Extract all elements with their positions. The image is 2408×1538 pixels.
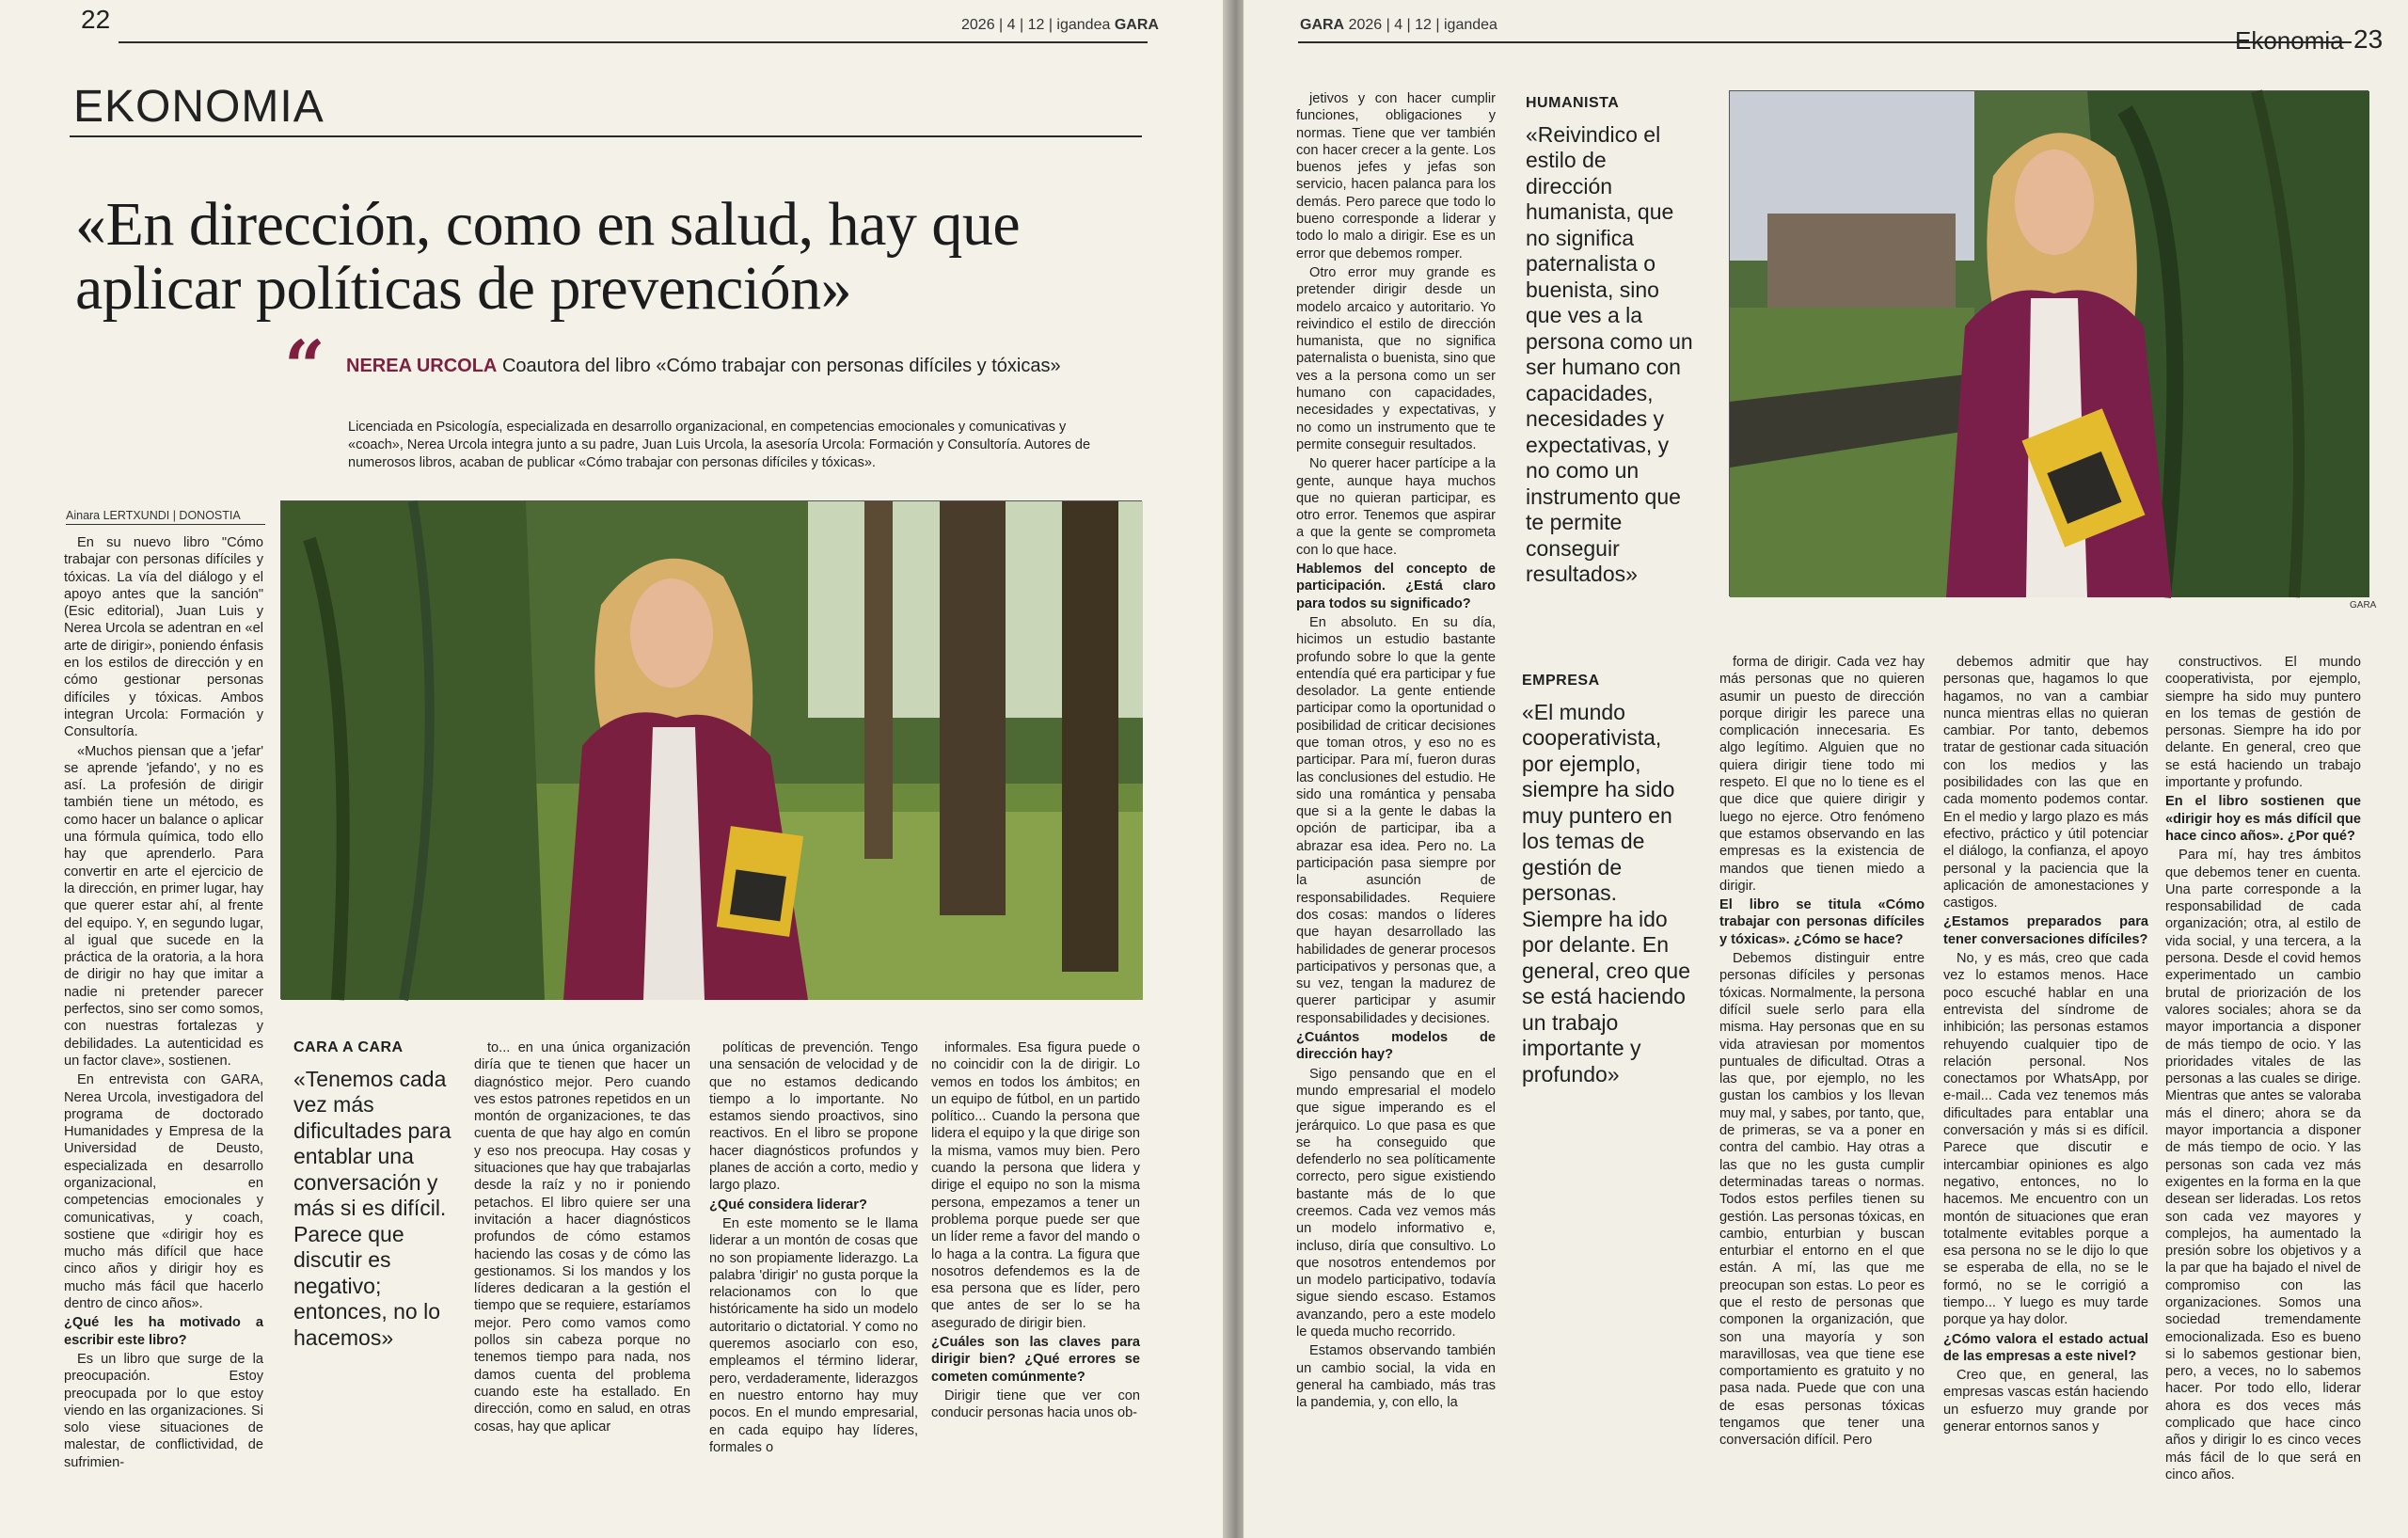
paragraph: En absoluto. En su día, hicimos un estudio bastante profundo sobre lo que la gente entendía qué era participar y fue desolador. La gente entiende participar como la oportunidad o posibilidad de criticar decisiones que toman otros, y eso no es participar. Para mí, fueron duras las conclusiones del estudio. He sido una romántica y pensaba que si a la gente le dabas la opción de participar, iba a abrazar esa idea. Pero no. La participación pasa siempre por la asunción de responsabilidades. Requiere dos cosas: mandos o líderes que hayan desarrollado las habilidades de generar procesos participativos y personas que, a su vez, tengan la madurez de querer participar y asumir responsabilidades y decisiones. xyxy=(1296,614,1496,1026)
intro-line: Licenciada en Psicología, especializada en desarrollo organizacional, en competencias emocionales y comunicativas y xyxy=(348,420,1067,435)
section-title: Ekonomia xyxy=(2235,26,2344,55)
question: ¿Qué les ha motivado a escribir este libro? xyxy=(64,1315,263,1348)
pull-quote-label: EMPRESA xyxy=(1522,673,1600,689)
paper-name: GARA xyxy=(1300,17,1345,33)
photo-woman-with-book xyxy=(281,501,1143,1000)
date-line xyxy=(1300,17,1497,34)
article-column-1 xyxy=(1296,90,1496,1511)
paragraph: Otro error muy grande es pretender dirigir desde un modelo arcaico y autoritario. Yo reivindico el estilo de dirección humanista, que no significa paternalista o buenista, sino que ves a la persona como un ser humano con capacidades, necesidades y expectativas, y no como un instrumento que te permite conseguir resultados. xyxy=(1296,264,1496,452)
intro-line: «coach», Nerea Urcola integra junto a su padre, Juan Luis Urcola, la asesoría Urcola: Formación y Consultoría. Autores de xyxy=(348,437,1091,452)
paragraph: Debemos distinguir entre personas difíciles y personas tóxicas. Normalmente, la persona difícil suele serlo para ella misma. Hay personas que en su vida atraviesan por momentos puntuales de dificultad. Otras a las que, por ejemplo, no les gustan los cambios y los llevan muy mal, y sabes, por tanto, que, de primeras, se va a poner en contra del cambio. Hay otras a las que no les gusta cumplir determinadas tareas o normas. Todos estos perfiles tienen su gestión. Las personas tóxicas, en cambio, enturbian y buscan enturbiar el entorno en el que están. A mí, las que me preocupan son estas. Lo peor es que el resto de personas que componen la organización, que son una mayoría y son maravillosas, vea que tiene ese comportamiento es gratuito y no pasa nada. Puede que con una de esas personas tóxicas tengamos que tener una conversación difícil. Pero xyxy=(1719,951,1925,1449)
photo-woman-with-book xyxy=(1730,91,2369,597)
pull-quote-text: «El mundo cooperativista, por ejemplo, siempre ha sido muy puntero en los temas de gestión de personas. Siempre ha ido por delante. En general, creo que se está haciendo un trabajo importante y profundo» xyxy=(1522,699,1691,1086)
pull-quote-text: «Tenemos cada vez más dificultades para entablar una conversación y más si es difícil. Parece que discutir es negativo; entonces, no lo hacemos» xyxy=(293,1066,452,1350)
date-text: 2026 | 4 | 12 | igandea xyxy=(961,17,1111,33)
question: El libro se titula «Cómo trabajar con personas difíciles y tóxicas». ¿Cómo se hace? xyxy=(1719,897,1925,947)
section-rule xyxy=(70,135,1142,137)
quote-icon: “ xyxy=(284,325,325,408)
pull-quote xyxy=(1526,90,1695,588)
paragraph: No querer hacer partícipe a la gente, aunque haya muchos que no quieran participar, es otro error. Tenemos que aspirar a que la gente se comprometa con lo que hace. xyxy=(1296,456,1496,558)
paragraph: No, y es más, creo que cada vez lo estamos menos. Hace poco escuché hablar en una entrevista del síndrome de inhibición; las personas estamos rehuyendo cualquier tipo de relación personal. Nos conectamos por WhatsApp, por e-mail... Cada vez tenemos más dificultades para entablar una conversación y más si es difícil. Parece que discutir e intercambiar opiniones es algo negativo, entonces, no lo hacemos. Me encuentro con un montón de situaciones que eran totalmente evitables porque a esa persona no se le dijo lo que se esperaba de ella, no se le formó, no se le corrigió a tiempo... Y luego es muy tarde porque ya hay dolor. xyxy=(1943,951,2148,1328)
question: ¿Qué considera liderar? xyxy=(709,1197,867,1213)
paragraph: Para mí, hay tres ámbitos que debemos tener en cuenta. Una parte corresponde a la responsabilidad de cada organización; otra, al estilo de vida social, y una tercera, a la persona. Desde el covid hemos experimentado un cambio brutal de priorización de los valores sociales; ahora se da mayor importancia a disponer de más tiempo de ocio. Y las prioridades vitales de las personas a las cuales se dirige. Mientras que antes se valoraba más el dinero; ahora se da mayor importancia a disponer de más tiempo de ocio. Y las personas son cada vez más exigentes en la forma en la que desean ser lideradas. Los retos son cada vez mayores y complejos, ha aumentado la presión sobre los objetivos y a la par que ha bajado el nivel de compromiso con las organizaciones. Somos una sociedad tremendamente emocionalizada. Eso es bueno si lo sabemos gestionar bien, pero, a veces, no lo sabemos hacer. Por todo ello, liderar ahora es dos veces más complicado que hace cinco años y dirigir lo es cinco veces más fácil de lo que será en cinco años. xyxy=(2165,848,2361,1483)
question: En el libro sostienen que «dirigir hoy es más difícil que hace cinco años». ¿Por qué? xyxy=(2165,794,2361,844)
interview-photo xyxy=(280,500,1142,999)
paragraph: políticas de prevención. Tengo una sensación de velocidad y de que no estamos dedicando tiempo a lo importante. No estamos siendo proactivos, sino reactivos. En el libro se propone hacer diagnósticos profundos y planes de acción a corto, medio y largo plazo. xyxy=(709,1040,918,1194)
header-rule xyxy=(1298,41,2352,43)
paragraph: Estamos observando también un cambio social, la vida en general ha cambiado, más tras la pandemia, y, con ello, la xyxy=(1296,1343,1496,1411)
pull-quote-label: CARA A CARA xyxy=(293,1039,404,1055)
article-column-4 xyxy=(931,1039,1140,1505)
question: ¿Cuáles son las claves para dirigir bien? ¿Qué errores se cometen comúnmente? xyxy=(931,1335,1140,1385)
byline xyxy=(346,356,1061,377)
pull-quote-label: HUMANISTA xyxy=(1526,95,1620,111)
paragraph: En entrevista con GARA, Nerea Urcola, investigadora del programa de doctorado Humanidades y Empresa de la Universidad de Deusto, especializada en desarrollo organizacional, en competencias emocionales y comunicativas, y coach, sostiene que «dirigir hoy es mucho más difícil que hace cinco años y dirigir hoy es mucho más fácil que hacerlo dentro de cinco años». xyxy=(64,1072,263,1312)
interview-photo xyxy=(1729,90,2368,596)
article-column-3 xyxy=(1719,654,1925,1510)
intro xyxy=(348,419,1129,472)
header-rule xyxy=(119,41,1148,43)
photo-credit: GARA xyxy=(2350,600,2377,610)
paragraph: to... en una única organización diría que te tienen que hacer un diagnóstico mejor. Pero cuando ves estos patrones repetidos en un montón de organizaciones, te das cuenta de que hay algo en común y eso nos preocupa. Hay cosas y situaciones que hay que trabajarlas desde la raíz y no ir poniendo petachos. El libro quiere ser una invitación a hacer diagnósticos profundos de cómo estamos haciendo las cosas y de cómo las gestionamos. Si los mandos y los líderes dedicaran a la gestión el tiempo que se requiere, estaríamos mejor. Pero como vamos como pollos sin cabeza porque no tenemos tiempo para nada, nos damos cuenta del problema cuando este ha estallado. En dirección, como en salud, en otras cosas, hay que aplicar xyxy=(474,1040,690,1435)
paragraph: Sigo pensando que en el mundo empresarial el modelo que sigue imperando es el jerárquico. Lo que pasa es que se ha conseguido que defenderlo no sea políticamente correcto, pero sigue existiendo bastante más de lo que creemos. Cada vez vemos más un modelo informativo e, incluso, diría que consultivo. Lo que nosotros entendemos por un modelo participativo, todavía sigue siendo escaso. Estamos avanzando, pero a este modelo le queda mucho recorrido. xyxy=(1296,1066,1496,1340)
paragraph: En este momento se le llama liderar a un montón de cosas que no son propiamente liderazgo. La palabra 'dirigir' no gusta porque la relacionamos con lo que históricamente ha sido un modelo autoritario o dictatorial. Y como no queremos asociarlo con eso, empleamos el término liderar, pero, verdaderamente, liderazgos en nuestro entorno hay muy pocos. En el mundo empresarial, en cada equipo hay líderes, formales o xyxy=(709,1215,918,1455)
paragraph: constructivos. El mundo cooperativista, por ejemplo, siempre ha sido muy puntero en los temas de gestión de personas. Siempre ha ido por delante. En general, creo que se está haciendo un trabajo importante y profundo. xyxy=(2165,655,2361,791)
paragraph: En su nuevo libro "Cómo trabajar con personas difíciles y tóxicas. La vía del diálogo y el apoyo antes que la sanción" (Esic editorial), Juan Luis y Nerea Urcola se adentran en «el arte de dirigir», poniendo énfasis en los estilos de dirección y en cómo gestionar personas difíciles y tóxicas. Ambos integran Urcola: Formación y Consultoría. xyxy=(64,535,263,740)
section-title: EKONOMIA xyxy=(73,82,325,132)
interviewee-role: Coautora del libro «Cómo trabajar con personas difíciles y tóxicas» xyxy=(501,356,1061,376)
interviewee-name: NEREA URCOLA xyxy=(346,356,498,376)
paragraph: Dirigir tiene que ver con conducir personas hacia unos ob- xyxy=(931,1387,1140,1421)
paragraph: forma de dirigir. Cada vez hay más personas que no quieren asumir un puesto de dirección porque dirigir les parece una complicación innecesaria. Es algo legítimo. Alguien que no quiera dirigir tiene todo mi respeto. El que no lo tiene es el que dice que quiere dirigir y luego no ejerce. Otro fenómeno que estamos observando en las empresas es la existencia de mandos que tienen miedo a dirigir. xyxy=(1719,655,1925,894)
article-column-2 xyxy=(474,1039,690,1505)
article-column-5 xyxy=(2165,654,2361,1510)
paragraph: «Muchos piensan que a 'jefar' se aprende 'jefando', y no es así. La profesión de dirigir también tiene un método, es como hacer un balance o aplicar una fórmula química, todo ello hay que aprenderlo. Para convertir en arte el ejercicio de la dirección, en primer lugar, hay que querer estar ahí, al frente del equipo. Y, en segundo lugar, al igual que sucede en la práctica de la oratoria, a la hora de dirigir no hay que imitar a nadie ni pretender parecer perfectos, sino ser como somos, con nuestras fortalezas y debilidades. La autenticidad es un factor clave», sostienen. xyxy=(64,743,263,1069)
question: Hablemos del concepto de participación. ¿Está claro para todos su significado? xyxy=(1296,562,1496,611)
paragraph: Es un libro que surge de la preocupación. Estoy preocupada por lo que estoy viendo en las organizaciones. Si solo viese situaciones de malestar, de conflictividad, de sufrimien- xyxy=(64,1351,263,1470)
paragraph: debemos admitir que hay personas que, hagamos lo que hagamos, no van a cambiar nunca mientras ellas no quieran cambiar. Por tanto, debemos tratar de gestionar cada situación con los medios y las posibilidades con las que en cada momento podemos contar. En el medio y largo plazo es más efectivo, práctico y útil potenciar el diálogo, la confianza, el apoyo personal y la paciencia que la aplicación de amonestaciones y castigos. xyxy=(1943,655,2148,912)
date-text: 2026 | 4 | 12 | igandea xyxy=(1348,17,1497,33)
date-line xyxy=(961,17,1159,34)
headline-line-2: aplicar políticas de prevención» xyxy=(75,254,852,323)
right-page xyxy=(1244,0,2408,1538)
paragraph: jetivos y con hacer cumplir funciones, obligaciones y normas. Tiene que ver también con hacer crecer a la gente. Los buenos jefes y jefas son servicio, hacen palanca para los demás. Pero parece que todo lo bueno corresponde a liderar y todo lo malo a dirigir. Ese es un error que debemos romper. xyxy=(1296,91,1496,262)
headline-line-1: «En dirección, como en salud, hay que xyxy=(75,190,1021,259)
paragraph: informales. Esa figura puede o no coincidir con la de dirigir. Lo vemos en todos los ámbitos; en un equipo de fútbol, en un partido político... Cuando la persona que lidera el equipo y la que dirige son la misma, vamos muy bien. Pero cuando la persona que lidera y dirige el equipo no son la misma persona, empezamos a tener un problema porque puede ser que un líder reme a favor del mando o lo haga a la contra. La figura que nosotros defendemos es la de esa persona que es líder, pero que antes de ser lo se ha asegurado de dirigir bien. xyxy=(931,1040,1140,1331)
article-column-3 xyxy=(709,1039,918,1505)
article-column-1 xyxy=(64,534,263,1470)
article-column-4 xyxy=(1943,654,2148,1510)
pull-quote-text: «Reivindico el estilo de dirección humanista, que no significa paternalista o buenista, sino que ves a la persona como un ser humano con capacidades, necesidades y expectativas, y no como un instrumento que te permite conseguir resultados» xyxy=(1526,121,1693,586)
question: ¿Estamos preparados para tener conversaciones difíciles? xyxy=(1943,914,2148,947)
question: ¿Cómo valora el estado actual de las empresas a este nivel? xyxy=(1943,1331,2148,1364)
intro-line: numerosos libros, acaban de publicar «Cómo trabajar con personas difíciles y tóxicas». xyxy=(348,455,876,470)
pull-quote xyxy=(1522,668,1697,1087)
page-number: 22 xyxy=(81,5,111,34)
author-line: Ainara LERTXUNDI | DONOSTIA xyxy=(66,509,265,525)
pull-quote xyxy=(293,1035,455,1351)
paper-name: GARA xyxy=(1114,17,1159,33)
paragraph: Creo que, en general, las empresas vascas están haciendo un esfuerzo muy grande por generar entornos sanos y xyxy=(1943,1368,2148,1435)
page-number: 23 xyxy=(2353,24,2384,54)
question: ¿Cuántos modelos de dirección hay? xyxy=(1296,1030,1496,1063)
